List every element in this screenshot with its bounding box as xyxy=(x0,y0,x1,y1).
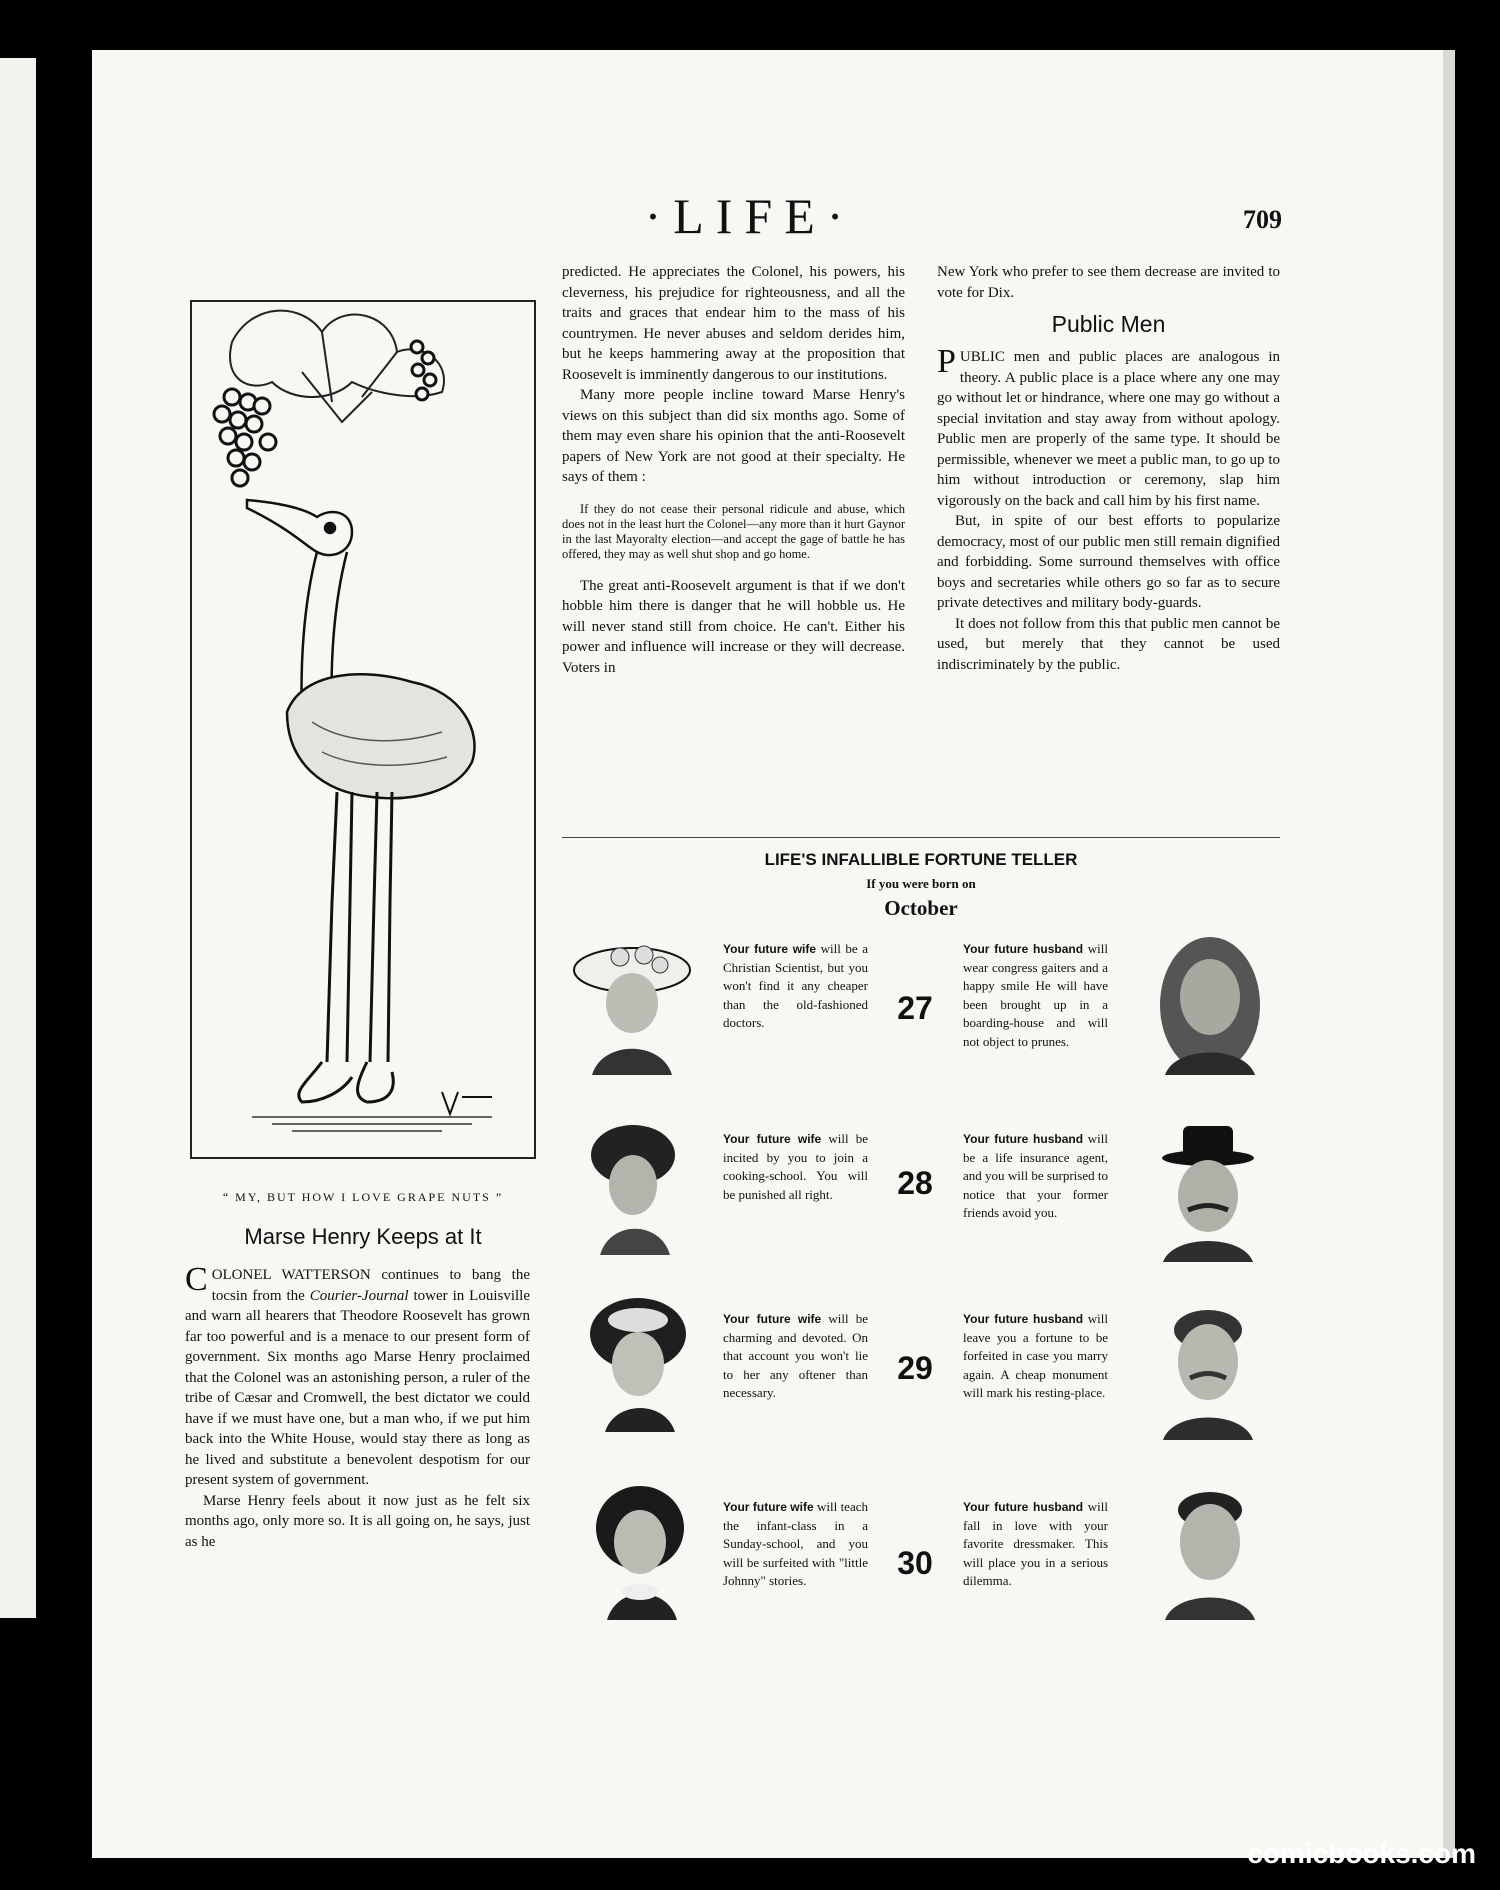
wife-fortune-29 xyxy=(723,1310,868,1403)
portrait-woman-30 xyxy=(582,1480,702,1620)
man-portrait-icon xyxy=(1150,1480,1270,1620)
portrait-woman-28 xyxy=(575,1115,695,1255)
future-wife-label: Your future wife xyxy=(723,1500,814,1514)
article-body-marse-henry-col3 xyxy=(937,262,1280,303)
article-body-marse-henry-col1 xyxy=(185,1261,530,1552)
portrait-man-27 xyxy=(1150,935,1270,1075)
section-divider xyxy=(562,837,1280,838)
husband-fortune-27 xyxy=(963,940,1108,1051)
article-title-public-men: Public Men xyxy=(1051,311,1166,337)
fortune-text: will be a Christian Scientist, but you won't find it any cheaper than the old-fashioned doctors. xyxy=(723,941,869,1030)
page-binding-edge xyxy=(1443,50,1455,1858)
man-portrait-icon xyxy=(1148,1300,1268,1440)
future-wife-label: Your future wife xyxy=(723,1312,822,1326)
future-husband-label: Your future husband xyxy=(963,942,1084,956)
facing-page-edge xyxy=(0,58,36,1618)
portrait-man-28 xyxy=(1148,1122,1268,1262)
birth-day-30: 30 xyxy=(897,1545,933,1581)
birth-day-27: 27 xyxy=(897,990,933,1026)
birth-day-29: 29 xyxy=(897,1350,933,1386)
woman-portrait-icon xyxy=(575,1115,695,1255)
fortune-text: will be incited by you to join a cooking-school. You will be punished all right. xyxy=(723,1131,868,1202)
portrait-man-30 xyxy=(1150,1480,1270,1620)
newspaper-name: Courier-Journal xyxy=(309,1287,409,1304)
article-paragraph: But, in spite of our best efforts to popularize democracy, most of our public men still remain dignified and forbidding. Some surround themselves with office boys and secretaries while others go so far as to secure private detectives and military body-guards. xyxy=(937,513,1280,611)
paragraph-text: OLONEL WATTERSON continues to bang the tocsin from the xyxy=(211,1267,530,1304)
article-paragraph: It does not follow from this that public men cannot be used, but merely that they cannot be used indiscriminately by the public. xyxy=(937,615,1280,673)
article-paragraph: predicted. He appreciates the Colonel, his powers, his cleverness, his prejudice for righteousness, and all the traits and graces that endear him to the mass of his countrymen. He never abuses and seldom derides him, but he keeps hammering away at the proposition that Roosevelt is imminently dangerous to our institutions. xyxy=(562,264,905,383)
husband-fortune-29 xyxy=(963,1310,1108,1403)
article-paragraph: New York who prefer to see them decrease are invited to vote for Dix. xyxy=(937,264,1280,301)
husband-fortune-30 xyxy=(963,1498,1108,1591)
birth-day-28: 28 xyxy=(897,1165,933,1201)
future-husband-label: Your future husband xyxy=(963,1132,1084,1146)
fortune-teller-subtitle: If you were born on xyxy=(866,876,976,891)
masthead: ·LIFE· xyxy=(644,188,856,244)
wife-fortune-27 xyxy=(723,940,868,1033)
future-husband-label: Your future husband xyxy=(963,1500,1084,1514)
portrait-man-29 xyxy=(1148,1300,1268,1440)
paragraph-text: UBLIC men and public places are analogous in theory. A public place is a place where any one may go without let or hindrance, where one may go without a special invitation and stay away from without apology. Public men are properly of the same type. It should be permissible, whenever we meet a public man, to go up to him without introduction or ceremony, slap him vigorously on the back and call him by his first name. xyxy=(937,349,1280,509)
article-body-marse-henry-col2 xyxy=(562,262,905,678)
future-wife-label: Your future wife xyxy=(723,942,817,956)
article-body-public-men xyxy=(937,343,1280,675)
fortune-teller-title: LIFE'S INFALLIBLE FORTUNE TELLER xyxy=(764,850,1078,869)
article-paragraph: Marse Henry feels about it now just as he felt six months ago, only more so. It is all going on, he says, just as he xyxy=(185,1492,530,1550)
woman-portrait-icon xyxy=(582,1480,702,1620)
fortune-text: will teach the infant-class in a Sunday-school, and you will be surfeited with "little Johnny" stories. xyxy=(723,1499,868,1588)
fortune-teller-month: October xyxy=(884,896,958,920)
article-paragraph: The great anti-Roosevelt argument is that if we don't hobble him there is danger that he will hobble us. He will never stand still from choice. He can't. Either his power and influence will increase or they will decrease. Voters in xyxy=(562,577,905,676)
fortune-text: will be charming and devoted. On that account you won't lie to her any oftener than necessary. xyxy=(723,1311,868,1400)
drop-cap: C xyxy=(185,1261,208,1298)
wife-fortune-28 xyxy=(723,1130,868,1204)
fortune-text: will wear congress gaiters and a happy smile He will have been brought up in a boarding-house and will not object to prunes. xyxy=(963,941,1108,1049)
fortune-text: will be a life insurance agent, and you will be surprised to notice that your former friends avoid you. xyxy=(963,1131,1108,1220)
article-paragraph: Many more people incline toward Marse Henry's views on this subject than did six months ago. Some of them may even share his opinion that the anti-Roosevelt papers of New York are not good at their specialty. He says of them : xyxy=(562,387,905,485)
fortune-text: will leave you a fortune to be forfeited in case you marry again. A cheap monument will mark his resting-place. xyxy=(963,1311,1108,1400)
husband-fortune-28 xyxy=(963,1130,1108,1223)
page-number: 709 xyxy=(1243,205,1282,234)
paragraph-text: tower in Louisville and warn all hearers that Theodore Roosevelt has grown far too powerful and is a menace to our present form of government. Six months ago Marse Henry proclaimed that the Colonel was an astonishing person, a ruler of the tribe of Cæsar and Cromwell, the best dictator we could have if we must have one, but a man who, if we put him back into the White House, would stay there as long as he lived and substitute a benevolent despotism for our present system of government. xyxy=(185,1287,530,1488)
drop-cap: P xyxy=(937,343,956,380)
ostrich-illustration xyxy=(190,300,536,1159)
woman-portrait-icon xyxy=(580,1292,700,1432)
fortune-text: will fall in love with your favorite dressmaker. This will place you in a serious dilemma. xyxy=(963,1499,1108,1588)
woman-portrait-icon xyxy=(572,935,692,1075)
article-title-marse-henry: Marse Henry Keeps at It xyxy=(244,1224,482,1249)
article-paragraph xyxy=(937,343,1280,511)
article-paragraph xyxy=(185,1261,530,1491)
future-wife-label: Your future wife xyxy=(723,1132,822,1146)
portrait-woman-27 xyxy=(572,935,692,1075)
illustration-caption: “ MY, BUT HOW I LOVE GRAPE NUTS ” xyxy=(222,1190,504,1204)
man-portrait-icon xyxy=(1150,935,1270,1075)
man-portrait-icon xyxy=(1148,1122,1268,1262)
future-husband-label: Your future husband xyxy=(963,1312,1084,1326)
portrait-woman-29 xyxy=(580,1292,700,1432)
ostrich-drawing-icon xyxy=(192,302,534,1157)
block-quote: If they do not cease their personal ridicule and abuse, which does not in the least hurt the Colonel—any more than it hurt Gaynor in the last Mayoralty election—and accept the gage of battle he has offered, they may as well shut shop and go home. xyxy=(562,501,905,561)
site-watermark: comicbooks.com xyxy=(1247,1838,1476,1869)
wife-fortune-30 xyxy=(723,1498,868,1591)
